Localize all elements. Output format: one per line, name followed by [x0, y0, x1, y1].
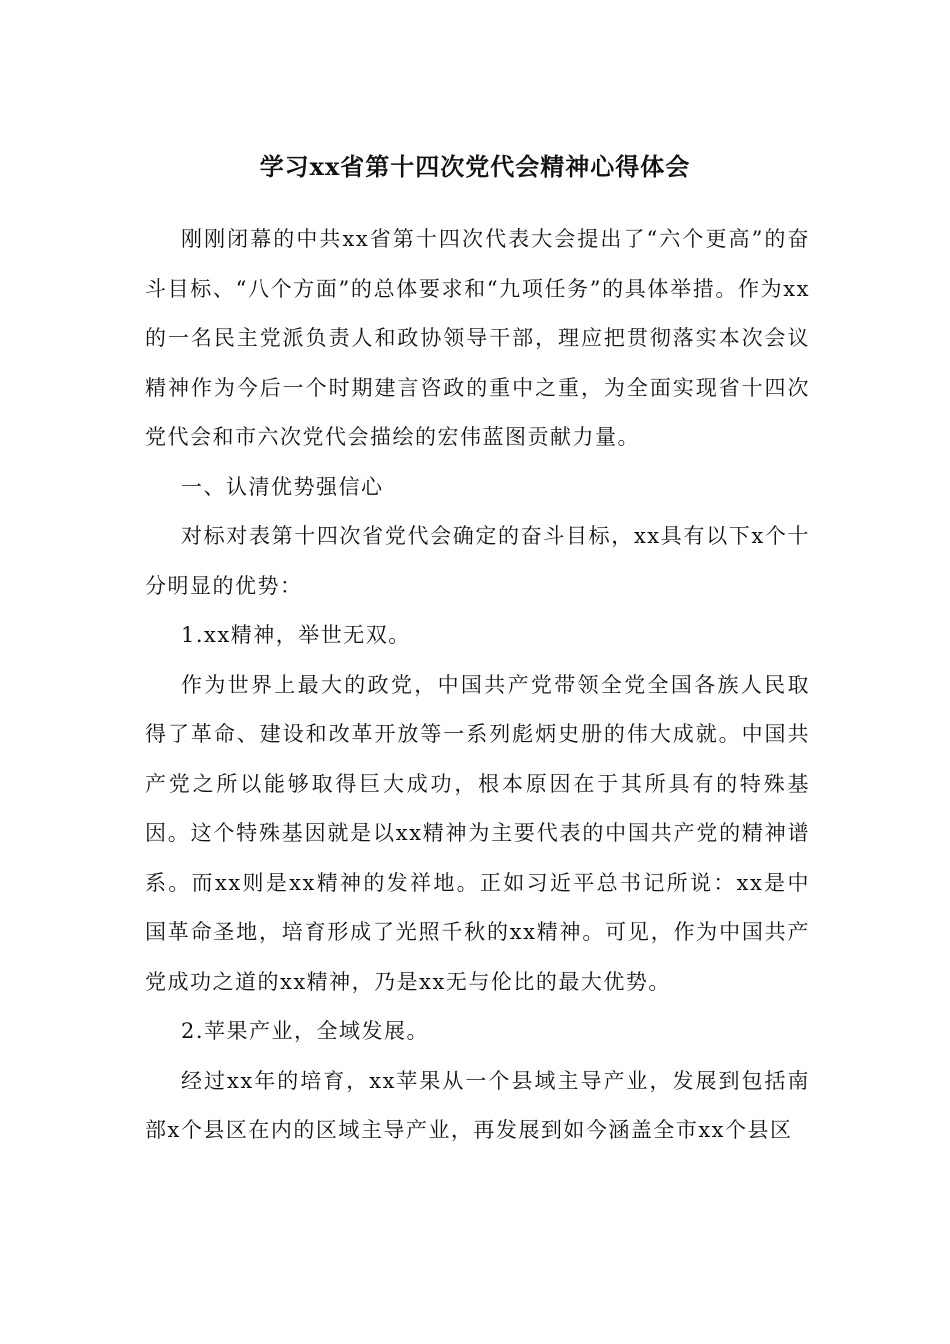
section-heading-1: 一、认清优势强信心: [181, 474, 384, 499]
document-title: 学习xx省第十四次党代会精神心得体会: [259, 152, 691, 181]
document-body: [145, 215, 810, 1156]
paragraph-advantages-intro: 对标对表第十四次省党代会确定的奋斗目标，xx具有以下x个十分明显的优势：: [145, 524, 810, 598]
paragraph-apple-industry: 经过xx年的培育，xx苹果从一个县域主导产业，发展到包括南部x个县区在内的区域主导产业，再发展到如今涵盖全市xx个县区: [145, 1068, 810, 1142]
paragraph-intro: 刚刚闭幕的中共xx省第十四次代表大会提出了“六个更高”的奋斗目标、“八个方面”的总体要求和“九项任务”的具体举措。作为xx的一名民主党派负责人和政协领导干部，理应把贯彻落实本次会议精神作为今后一个时期建言咨政的重中之重，为全面实现省十四次党代会和市六次党代会描绘的宏伟蓝图贡献力量。: [145, 227, 810, 449]
subheading-2: 2.苹果产业，全域发展。: [181, 1019, 430, 1043]
paragraph-spirit: 作为世界上最大的政党，中国共产党带领全党全国各族人民取得了革命、建设和改革开放等一系列彪炳史册的伟大成就。中国共产党之所以能够取得巨大成功，根本原因在于其所具有的特殊基因。这个特殊基因就是以xx精神为主要代表的中国共产党的精神谱系。而xx则是xx精神的发祥地。正如习近平总书记所说：xx是中国革命圣地，培育形成了光照千秋的xx精神。可见，作为中国共产党成功之道的xx精神，乃是xx无与伦比的最大优势。: [145, 672, 810, 994]
subheading-1: 1.xx精神，举世无双。: [181, 623, 411, 647]
